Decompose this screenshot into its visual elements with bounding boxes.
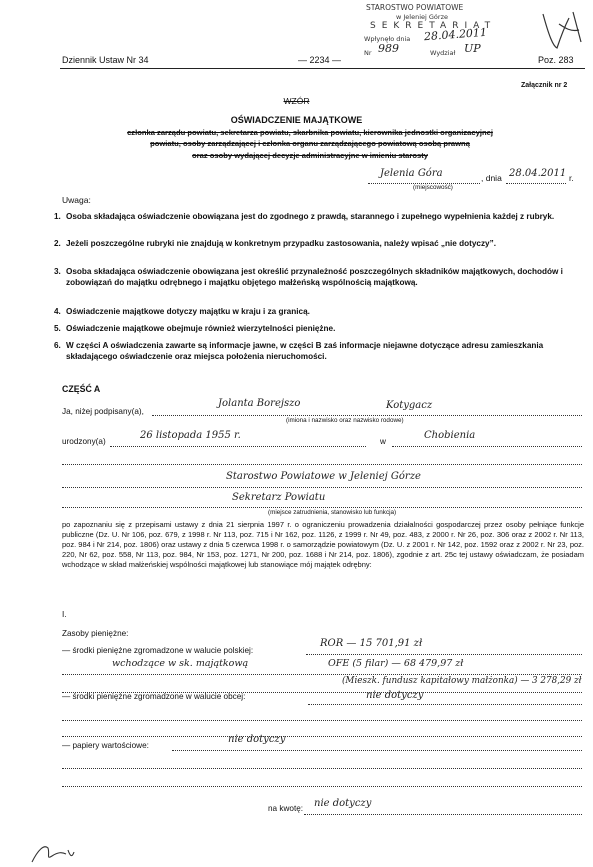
pln-label: — środki pieniężne zgromadzone w walucie polskiej: — [62, 646, 254, 655]
note-number: 4. — [54, 307, 61, 316]
stamp-location: w Jeleniej Górze — [396, 13, 448, 21]
stamp-number-value: 989 — [378, 42, 399, 55]
note-item-3 — [54, 266, 582, 288]
foreign-currency-line — [308, 704, 582, 705]
employer-line — [62, 487, 582, 488]
initials-scribble-bottom — [28, 840, 78, 866]
securities-line — [172, 750, 582, 751]
blank-line-4 — [62, 768, 582, 769]
cash-resources-label: Zasoby pieniężne: — [62, 629, 129, 638]
foreign-currency-label: — środki pieniężne zgromadzone w walucie obcej: — [62, 692, 246, 701]
pln-line-1 — [306, 654, 582, 655]
declarant-name: Jolanta Borejszo — [218, 398, 301, 409]
securities-value: nie dotyczy — [228, 734, 286, 745]
legal-paragraph: po zapoznaniu się z przepisami ustawy z dnia 21 sierpnia 1997 r. o ograniczeniu prowadzenia działalności gospodarczej przez osoby pełniące funkcje publiczne (Dz. U. Nr 106, poz. 679, z 1998 r. Nr 113, poz. 715 i Nr 162, poz. 1126, z 1999 r. Nr 49, poz. 483, z 2000 r. Nr 26, poz. 306 oraz z 2002 r. Nr 113, poz. 984 i Nr 214, poz. 1806) oraz ustawy z dnia 5 czerwca 1998 r. o samorządzie powiatowym (Dz. U. z 2001 r. Nr 142, poz. 1592 oraz z 2002 r. Nr 23, poz. 220, Nr 62, poz. 558, Nr 113, poz. 984, Nr 153, poz. 1271, Nr 200, poz. 1688 i Nr 214, poz. 1806), zgodnie z art. 25c tej ustawy oświadczam, że posiadam wchodzące w skład małżeńskiej wspólności majątkowej lub stanowiące mój majątek odrębny: — [62, 520, 584, 570]
declarant-name-line — [152, 415, 582, 416]
declarant-label: Ja, niżej podpisany(a), — [62, 407, 144, 416]
stamp-section: SEKRETARIAT — [370, 21, 497, 31]
note-number: 5. — [54, 324, 61, 333]
employer-caption: (miejsce zatrudnienia, stanowisko lub funkcja) — [268, 509, 397, 516]
title-line-3: oraz osoby wydającej decyzje administracyjne w imieniu starosty — [192, 151, 428, 160]
note-number: 2. — [54, 239, 61, 248]
title-line-1: członka zarządu powiatu, sekretarza powiatu, skarbnika powiatu, kierownika jednostki organizacyjnej — [127, 128, 493, 137]
stamp-department-label: Wydział — [430, 49, 456, 57]
note-text: Oświadczenie majątkowe obejmuje również wierzytelności pieniężne. — [66, 324, 336, 333]
foreign-currency-value: nie dotyczy — [366, 690, 424, 701]
date-value: 28.04.2011 — [509, 168, 567, 179]
note-text: Jeżeli poszczególne rubryki nie znajdują w konkretnym przypadku zastosowania, należy wpisać „nie dotyczy”. — [66, 239, 496, 248]
template-label: WZÓR — [283, 96, 310, 106]
title-line-2: powiatu, osoby zarządzającej i członka organu zarządzającego powiatową osobą prawną — [150, 139, 470, 148]
birth-w-label: w — [380, 437, 386, 446]
note-text: Osoba składająca oświadczenie obowiązana jest do zgodnego z prawdą, starannego i zupełnego wypełnienia każdej z rubryk. — [66, 212, 555, 221]
declarant-maiden-name: Kotygacz — [386, 400, 433, 411]
note-item-2 — [54, 238, 582, 249]
note-number: 6. — [54, 341, 61, 350]
page-title: OŚWIADCZENIE MAJĄTKOWE — [230, 115, 363, 125]
blank-line-5 — [62, 786, 582, 787]
position-number: Poz. 283 — [538, 55, 574, 65]
birth-place: Chobienia — [424, 430, 476, 441]
stamp-received-label: Wpłynęło dnia — [364, 35, 411, 43]
note-item-1 — [54, 211, 582, 222]
section-1-heading: I. — [62, 610, 67, 619]
position: Sekretarz Powiatu — [232, 492, 326, 503]
stamp-department-value: UP — [464, 42, 481, 55]
pln-line-2 — [62, 674, 582, 675]
note-number: 3. — [54, 267, 61, 276]
pln-value-1: ROR — 15 701,91 zł — [320, 638, 423, 649]
employer: Starostwo Powiatowe w Jeleniej Górze — [226, 471, 421, 482]
stamp-office: STAROSTWO POWIATOWE — [366, 3, 464, 12]
date-line — [506, 183, 566, 184]
pln-value-3: (Mieszk. fundusz kapitałowy małżonka) — 3 278,29 zł — [342, 676, 582, 686]
attachment-label: Załącznik nr 2 — [521, 82, 568, 89]
birth-place-line — [392, 446, 582, 447]
birth-label: urodzony(a) — [62, 437, 106, 446]
blank-line-1 — [62, 464, 582, 465]
birth-date-line — [110, 446, 366, 447]
date-suffix: r. — [569, 173, 574, 183]
amount-line — [304, 814, 582, 815]
pln-value-2-left: wchodzące w sk. majątkową — [112, 658, 249, 669]
birth-date: 26 listopada 1955 r. — [140, 430, 241, 441]
note-text: W części A oświadczenia zawarte są informacje jawne, w części B zaś informacje niejawne dotyczące adresu zamieszkania składającego oświadczenie oraz miejsca położenia nieruchomości. — [66, 341, 544, 361]
page-number: — 2234 — — [298, 55, 342, 65]
place-caption: (miejscowość) — [413, 184, 453, 191]
blank-line-2 — [62, 720, 582, 721]
amount-label: na kwotę: — [268, 804, 304, 813]
note-number: 1. — [54, 212, 61, 221]
blank-line-3 — [62, 736, 582, 737]
pln-value-2-right: OFE (5 filar) — 68 479,97 zł — [328, 658, 464, 669]
note-item-5 — [54, 323, 582, 334]
note-text: Oświadczenie majątkowe dotyczy majątku w kraju i za granicą. — [66, 307, 310, 316]
header-rule — [60, 68, 585, 69]
stamp-number-label: Nr — [364, 49, 372, 57]
journal-title: Dziennik Ustaw Nr 34 — [62, 55, 149, 65]
declarant-name-caption: (imiona i nazwisko oraz nazwisko rodowe) — [286, 417, 404, 424]
note-item-6 — [54, 340, 582, 362]
note-text: Osoba składająca oświadczenie obowiązana jest określić przynależność poszczególnych składników majątkowych, dochodów i zobowiązań do majątku odrębnego i majątku objętego małżeńską wspólnością majątkową. — [66, 267, 563, 287]
section-a-heading: CZĘŚĆ A — [62, 384, 101, 394]
stamp-received-date: 28.04.2011 — [423, 25, 488, 44]
amount-value: nie dotyczy — [314, 798, 372, 809]
position-line — [62, 507, 582, 508]
date-label: , dnia — [481, 173, 502, 183]
place-value: Jelenia Góra — [380, 168, 443, 179]
note-item-4 — [54, 306, 582, 317]
signature-scribble-top — [535, 6, 587, 52]
securities-label: — papiery wartościowe: — [62, 741, 149, 750]
notes-label: Uwaga: — [62, 195, 91, 205]
